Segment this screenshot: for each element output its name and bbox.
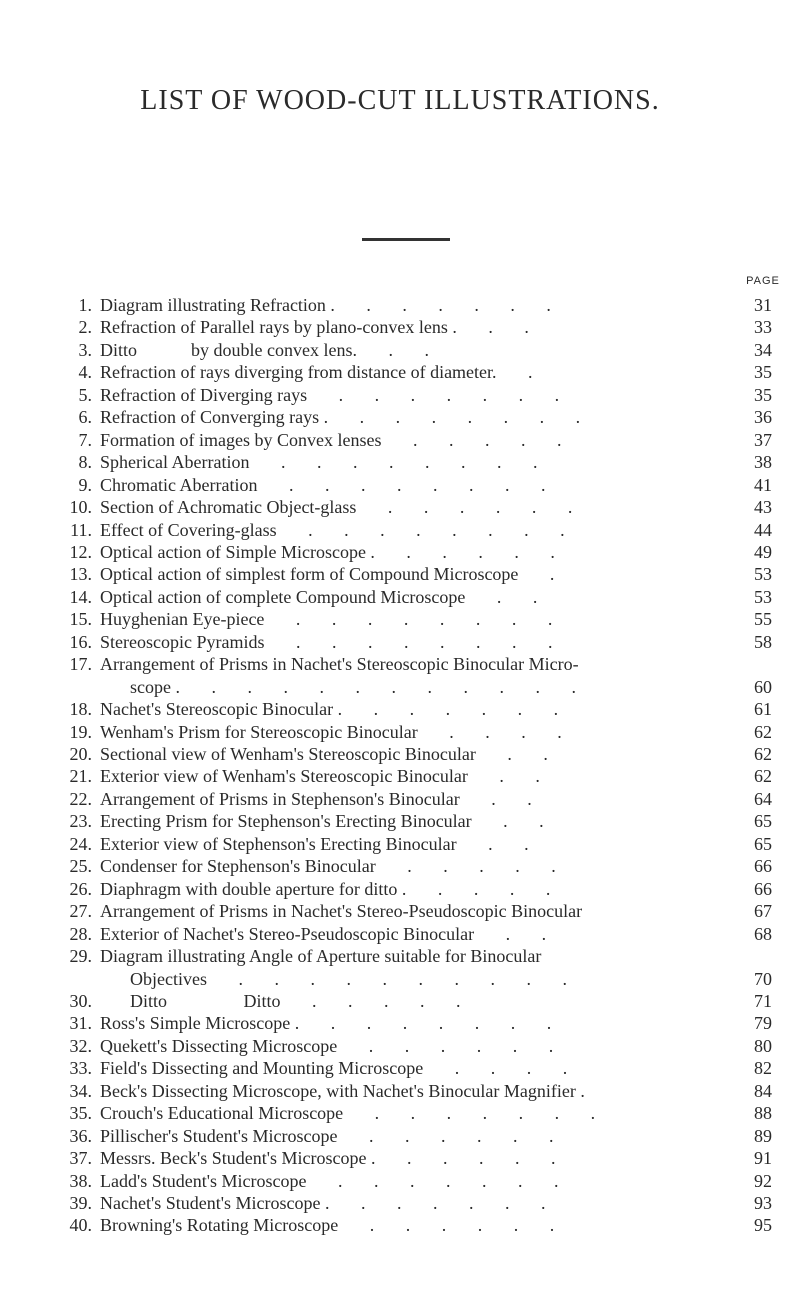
entry-page: 65 — [754, 833, 772, 854]
entry-title: Crouch's Educational Microscope . . . . . . . — [100, 1103, 596, 1124]
entry-page: 68 — [754, 923, 772, 944]
entry-title: Wenham's Prism for Stereoscopic Binocular . . . . — [100, 721, 562, 742]
list-item — [0, 1057, 800, 1079]
entry-number: 13. — [69, 564, 92, 585]
entry-title: scope . . . . . . . . . . . . — [130, 676, 576, 697]
entry-page: 79 — [754, 1013, 772, 1034]
entry-number: 33. — [69, 1058, 92, 1079]
entry-page: 84 — [754, 1080, 772, 1101]
entry-number: 34. — [69, 1080, 92, 1101]
entry-page: 62 — [754, 766, 772, 787]
entry-title: Arrangement of Prisms in Stephenson's Binocular . . — [100, 788, 532, 809]
entry-title: Exterior view of Stephenson's Erecting Binocular . . — [100, 833, 529, 854]
entry-page: 65 — [754, 811, 772, 832]
list-item — [0, 451, 800, 473]
entry-page: 66 — [754, 878, 772, 899]
entry-title: Messrs. Beck's Student's Microscope . . . . . . — [100, 1148, 556, 1169]
list-item — [0, 855, 800, 877]
entry-page: 64 — [754, 788, 772, 809]
entry-number: 12. — [69, 541, 92, 562]
entry-title: Field's Dissecting and Mounting Microscope . . . . — [100, 1058, 568, 1079]
entry-title: Formation of images by Convex lenses . . . . . — [100, 429, 562, 450]
page-title: LIST OF WOOD-CUT ILLUSTRATIONS. — [140, 85, 660, 116]
list-item — [0, 968, 800, 990]
entry-page: 92 — [754, 1170, 772, 1191]
list-item — [0, 496, 800, 518]
entry-number: 39. — [69, 1193, 92, 1213]
list-item — [0, 316, 800, 338]
entry-number: 10. — [69, 497, 92, 518]
entry-title: Objectives . . . . . . . . . . — [130, 968, 567, 989]
entry-number: 25. — [69, 856, 92, 877]
entry-page: 60 — [754, 676, 772, 697]
entry-title: Refraction of Converging rays . . . . . . . . — [100, 407, 581, 428]
entry-number: 3. — [78, 339, 92, 360]
entry-number: 6. — [78, 407, 92, 428]
entry-number: 11. — [70, 519, 92, 540]
entry-title: Nachet's Stereoscopic Binocular . . . . . . . — [100, 699, 559, 720]
entry-page: 34 — [754, 339, 772, 360]
entry-page: 44 — [754, 519, 772, 540]
entry-title: Optical action of simplest form of Compound Microscope . — [100, 564, 555, 585]
entry-page: 37 — [754, 429, 772, 450]
entry-page: 62 — [754, 744, 772, 764]
entry-title: Browning's Rotating Microscope . . . . . . — [100, 1215, 555, 1236]
entry-title: Arrangement of Prisms in Nachet's Stereo-Pseudoscopic Binocular — [100, 901, 583, 922]
entry-number: 15. — [69, 609, 92, 630]
entry-page: 62 — [754, 721, 772, 742]
list-item — [0, 923, 800, 945]
entry-number: 17. — [69, 654, 92, 675]
list-item — [0, 1170, 800, 1192]
entry-page: 71 — [754, 990, 772, 1011]
entry-page: 80 — [754, 1035, 772, 1056]
entry-page: 41 — [754, 474, 772, 495]
list-item — [0, 1102, 800, 1124]
entry-title: Ditto Ditto . . . . . — [130, 990, 461, 1011]
entry-page: 33 — [754, 317, 772, 338]
entry-number: 26. — [69, 878, 92, 899]
entry-title: Diagram illustrating Angle of Aperture suitable for Binocular — [100, 946, 542, 967]
entry-page: 36 — [754, 407, 772, 428]
entry-title: Condenser for Stephenson's Binocular . . . . . — [100, 856, 556, 877]
list-item — [0, 1147, 800, 1169]
entry-page: 58 — [754, 631, 772, 652]
entry-number: 7. — [78, 429, 92, 450]
entry-title: Effect of Covering-glass . . . . . . . . — [100, 519, 565, 540]
entry-title: Optical action of complete Compound Microscope . . — [100, 586, 538, 607]
list-item — [0, 631, 800, 653]
entry-page: 35 — [754, 384, 772, 405]
list-item — [0, 810, 800, 832]
list-item — [0, 900, 800, 922]
list-item — [0, 406, 800, 428]
list-item — [0, 653, 800, 675]
entry-page: 66 — [754, 856, 772, 877]
entry-number: 5. — [78, 384, 92, 405]
entry-number: 18. — [69, 699, 92, 720]
entry-number: 23. — [69, 811, 92, 832]
list-item — [0, 586, 800, 608]
list-item — [0, 1080, 800, 1102]
list-item — [0, 563, 800, 585]
entry-title: Chromatic Aberration . . . . . . . . — [100, 474, 546, 495]
entry-number: 38. — [69, 1170, 92, 1191]
list-item — [0, 384, 800, 406]
list-item — [0, 541, 800, 563]
list-item — [0, 676, 800, 698]
entry-number: 32. — [69, 1035, 92, 1056]
entry-title: Pillischer's Student's Microscope . . . . . . — [100, 1125, 554, 1146]
entry-page: 91 — [754, 1148, 772, 1169]
entry-number: 21. — [69, 766, 92, 787]
entry-title: Ross's Simple Microscope . . . . . . . . — [100, 1013, 552, 1034]
entry-title: Refraction of Diverging rays . . . . . . . — [100, 384, 560, 405]
entry-page: 70 — [754, 968, 772, 989]
entry-title: Nachet's Student's Microscope . . . . . . . — [100, 1193, 546, 1213]
list-item — [0, 519, 800, 541]
entry-title: Diagram illustrating Refraction . . . . . . . — [100, 295, 551, 315]
entry-number: 37. — [69, 1148, 92, 1169]
entry-title: Section of Achromatic Object-glass . . . . . . — [100, 497, 573, 518]
list-item — [0, 878, 800, 900]
entry-number: 40. — [69, 1215, 92, 1236]
entry-page: 95 — [754, 1215, 772, 1236]
entry-page: 49 — [754, 541, 772, 562]
entry-title: Ladd's Student's Microscope . . . . . . . — [100, 1170, 559, 1191]
entry-number: 1. — [78, 295, 92, 315]
entry-number: 31. — [69, 1013, 92, 1034]
list-item — [0, 765, 800, 787]
list-item — [0, 990, 800, 1012]
entry-number: 29. — [69, 946, 92, 967]
list-item — [0, 1012, 800, 1034]
entry-page: 61 — [754, 699, 772, 720]
list-item — [0, 339, 800, 361]
list-item — [0, 833, 800, 855]
entry-title: Exterior view of Wenham's Stereoscopic Binocular . . — [100, 766, 540, 787]
list-item — [0, 945, 800, 967]
entry-page: 55 — [754, 609, 772, 630]
list-item — [0, 294, 800, 316]
entry-title: Stereoscopic Pyramids . . . . . . . . — [100, 631, 553, 652]
list-item — [0, 698, 800, 720]
entry-number: 14. — [69, 586, 92, 607]
list-item — [0, 1192, 800, 1214]
entry-number: 19. — [69, 721, 92, 742]
list-item — [0, 1214, 800, 1236]
entry-title: Sectional view of Wenham's Stereoscopic Binocular . . — [100, 744, 548, 764]
entry-number: 22. — [69, 788, 92, 809]
entry-title: Spherical Aberration . . . . . . . . — [100, 452, 538, 473]
list-item — [0, 474, 800, 496]
entry-number: 24. — [69, 833, 92, 854]
entry-page: 31 — [754, 295, 772, 315]
list-item — [0, 1125, 800, 1147]
entry-page: 53 — [754, 564, 772, 585]
entry-title: Arrangement of Prisms in Nachet's Stereoscopic Binocular Micro- — [100, 654, 579, 675]
title-rule — [362, 238, 450, 241]
entry-page: 93 — [754, 1193, 772, 1213]
page-column-header: PAGE — [746, 275, 780, 287]
entry-title: Refraction of rays diverging from distance of diameter. . — [100, 362, 533, 383]
entry-number: 27. — [69, 901, 92, 922]
entry-title: Optical action of Simple Microscope . . . . . . — [100, 541, 555, 562]
entry-page: 88 — [754, 1103, 772, 1124]
entry-title: Ditto by double convex lens. . . — [100, 339, 429, 360]
entry-number: 8. — [78, 452, 92, 473]
entry-number: 35. — [69, 1103, 92, 1124]
entry-page: 35 — [754, 362, 772, 383]
entry-number: 36. — [69, 1125, 92, 1146]
entry-title: Huyghenian Eye-piece . . . . . . . . — [100, 609, 553, 630]
entry-number: 2. — [78, 317, 92, 338]
entry-page: 38 — [754, 452, 772, 473]
entry-title: Erecting Prism for Stephenson's Erecting Binocular . . — [100, 811, 544, 832]
entry-page: 67 — [754, 901, 772, 922]
list-item — [0, 721, 800, 743]
list-item — [0, 743, 800, 765]
entry-number: 9. — [78, 474, 92, 495]
entry-number: 4. — [78, 362, 92, 383]
entry-title: Exterior of Nachet's Stereo-Pseudoscopic Binocular . . — [100, 923, 547, 944]
entry-number: 30. — [69, 990, 92, 1011]
entry-title: Refraction of Parallel rays by plano-convex lens . . . — [100, 317, 529, 338]
list-item — [0, 1035, 800, 1057]
list-item — [0, 788, 800, 810]
entry-page: 89 — [754, 1125, 772, 1146]
entry-number: 16. — [69, 631, 92, 652]
list-item — [0, 361, 800, 383]
entry-title: Diaphragm with double aperture for ditto . . . . . — [100, 878, 551, 899]
entry-title: Quekett's Dissecting Microscope . . . . . . — [100, 1035, 554, 1056]
entry-page: 43 — [754, 497, 772, 518]
entry-page: 53 — [754, 586, 772, 607]
list-item — [0, 429, 800, 451]
entry-page: 82 — [754, 1058, 772, 1079]
entry-title: Beck's Dissecting Microscope, with Nachet's Binocular Magnifier . — [100, 1080, 585, 1101]
list-item — [0, 608, 800, 630]
entry-number: 20. — [69, 744, 92, 764]
entry-number: 28. — [69, 923, 92, 944]
